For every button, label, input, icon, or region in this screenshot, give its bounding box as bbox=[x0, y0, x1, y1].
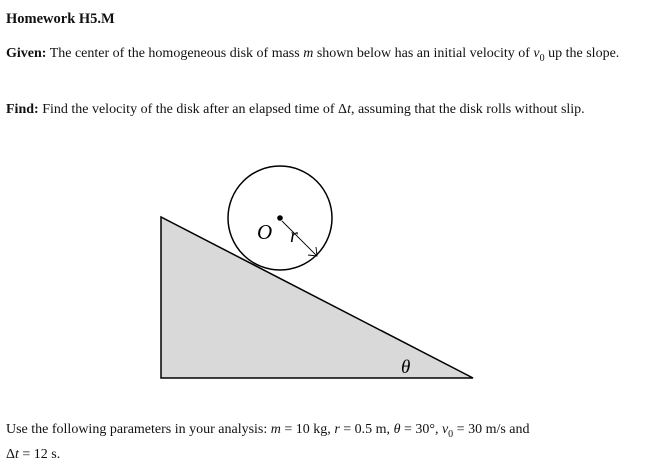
find-text-b: , assuming that the disk rolls without slip. bbox=[350, 102, 585, 117]
given-label: Given: bbox=[6, 46, 47, 61]
param-dt-value: = 12 s. bbox=[18, 446, 61, 462]
given-mass-symbol: m bbox=[303, 46, 314, 61]
given-text-c: up the slope. bbox=[548, 46, 620, 61]
disk-center-dot bbox=[277, 215, 283, 221]
page-title: Homework H5.M bbox=[6, 11, 115, 27]
given-text-b: shown below has an initial velocity of bbox=[316, 46, 530, 61]
find-delta-symbol: Δ bbox=[338, 102, 348, 117]
param-theta-symbol: θ bbox=[393, 422, 401, 437]
param-r-value: = 0.5 m, bbox=[339, 422, 394, 437]
param-v0-value: = 30 m/s and bbox=[453, 422, 530, 437]
param-v0-subscript: 0 bbox=[448, 428, 454, 440]
find-label: Find: bbox=[6, 102, 39, 117]
given-text-a: The center of the homogeneous disk of mass bbox=[49, 46, 300, 61]
find-t-symbol: t bbox=[347, 102, 351, 117]
param-v0-symbol: v bbox=[441, 422, 449, 437]
param-delta-symbol: Δ bbox=[6, 446, 16, 462]
param-theta-value: = 30°, bbox=[400, 422, 442, 437]
params-intro: Use the following parameters in your analysis: bbox=[6, 422, 268, 437]
angle-label: θ bbox=[401, 357, 411, 378]
param-r-symbol: r bbox=[334, 422, 340, 437]
given-v0-symbol: v bbox=[533, 46, 540, 61]
center-label: O bbox=[257, 220, 273, 244]
find-text-a: Find the velocity of the disk after an elapsed time of bbox=[42, 102, 335, 117]
radius-label: r bbox=[290, 225, 298, 247]
param-m-symbol: m bbox=[270, 422, 281, 437]
parameters-paragraph bbox=[6, 420, 646, 465]
param-t-symbol: t bbox=[15, 446, 19, 462]
given-v0-subscript: 0 bbox=[539, 52, 545, 64]
param-m-value: = 10 kg, bbox=[280, 422, 335, 437]
